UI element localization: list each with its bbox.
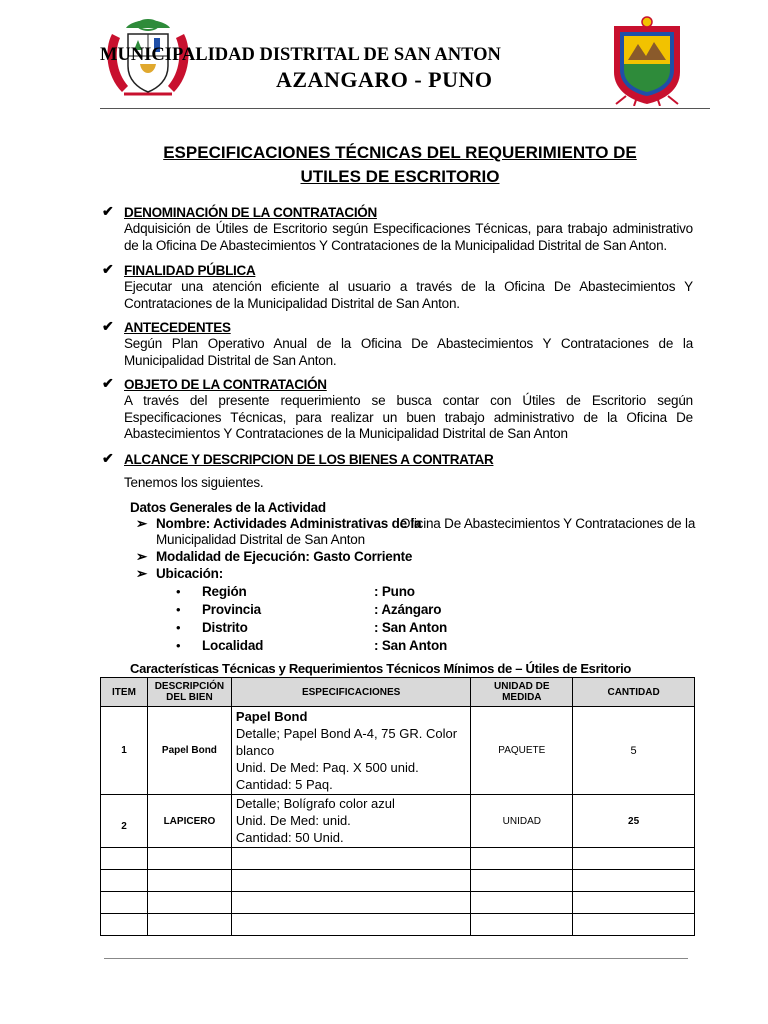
location-heading: AZANGARO - PUNO	[276, 67, 493, 92]
dot-bullet-icon: •	[176, 638, 181, 653]
specifications-table	[100, 677, 695, 936]
column-header-especificaciones: ESPECIFICACIONES	[231, 678, 470, 707]
nombre-label: Nombre: Actividades Administrativas de la	[156, 516, 422, 531]
cell-cantidad: 5	[573, 707, 695, 795]
section-text-denominacion: Adquisición de Útiles de Escritorio según Especificaciones Técnicas, para trabajo administrativo de la Oficina De Abastecimientos Y Contrataciones de la Municipalidad Distrital de San Anton.	[124, 221, 693, 253]
ubicacion-value-region: : Puno	[374, 584, 415, 599]
spec-line: Cantidad: 50 Unid.	[235, 830, 344, 845]
ubicacion-label-distrito: Distrito	[202, 620, 248, 635]
spec-line: Unid. De Med: unid.	[235, 813, 351, 828]
section-heading-alcance: ALCANCE Y DESCRIPCION DE LOS BIENES A CONTRATAR	[124, 452, 494, 467]
checkmark-icon: ✔	[102, 375, 114, 391]
dot-bullet-icon: •	[176, 602, 181, 617]
ubicacion-value-localidad: : San Anton	[374, 638, 448, 653]
column-header-unidad: UNIDAD DE MEDIDA	[471, 678, 573, 707]
table-header-row	[101, 678, 695, 707]
cell-especificaciones	[231, 795, 470, 848]
column-header-descripcion: DESCRIPCIÓN DEL BIEN	[147, 678, 231, 707]
spec-title: Papel Bond	[235, 709, 308, 724]
spec-line: Detalle; Bolígrafo color azul	[235, 796, 395, 811]
section-text-finalidad: Ejecutar una atención eficiente al usuario a través de la Oficina De Abastecimientos Y Contrataciones de la Municipalidad Distrital de San Anton.	[124, 279, 693, 311]
section-text-antecedentes: Según Plan Operativo Anual de la Oficina De Abastecimientos Y Contrataciones de la Municipalidad Distrital de San Anton.	[124, 336, 693, 368]
checkmark-icon: ✔	[102, 318, 114, 334]
cell-cantidad: 25	[573, 795, 695, 848]
checkmark-icon: ✔	[102, 203, 114, 219]
section-text-alcance: Tenemos los siguientes.	[124, 475, 264, 490]
ubicacion-value-distrito: : San Anton	[374, 620, 448, 635]
nombre-value-cont: Municipalidad Distrital de San Anton	[156, 532, 365, 547]
table-caption: Características Técnicas y Requerimientos Técnicos Mínimos de – Útiles de Esritorio	[130, 661, 632, 676]
arrow-bullet-icon: ➢	[136, 549, 148, 564]
arrow-bullet-icon: ➢	[136, 566, 148, 581]
dot-bullet-icon: •	[176, 620, 181, 635]
municipality-name: MUNICIPALIDAD DISTRITAL DE SAN ANTON	[100, 45, 501, 65]
datos-generales-heading: Datos Generales de la Actividad	[130, 500, 326, 515]
table-empty-row	[101, 848, 695, 870]
table-empty-row	[101, 892, 695, 914]
checkmark-icon: ✔	[102, 450, 114, 466]
cell-unidad: PAQUETE	[471, 707, 573, 795]
ubicacion-label: Ubicación:	[156, 566, 224, 581]
ubicacion-value-provincia: : Azángaro	[374, 602, 442, 617]
checkmark-icon: ✔	[102, 261, 114, 277]
cell-descripcion: LAPICERO	[147, 795, 231, 848]
header-divider	[100, 108, 710, 109]
azangaro-shield-emblem	[606, 14, 688, 106]
spec-line: Detalle; Papel Bond A-4, 75 GR. Color blanco	[235, 726, 458, 758]
table-row	[101, 795, 695, 848]
footer-divider	[104, 958, 688, 959]
document-title-line2: UTILES DE ESCRITORIO	[300, 167, 500, 186]
table-row	[101, 707, 695, 795]
section-heading-finalidad: FINALIDAD PÚBLICA	[124, 263, 256, 278]
cell-item: 1	[101, 707, 148, 795]
cell-especificaciones	[231, 707, 470, 795]
dot-bullet-icon: •	[176, 584, 181, 599]
table-empty-row	[101, 870, 695, 892]
cell-item: 2	[101, 795, 148, 848]
section-heading-denominacion: DENOMINACIÓN DE LA CONTRATACIÓN	[124, 205, 377, 220]
section-heading-antecedentes: ANTECEDENTES	[124, 320, 231, 335]
arrow-bullet-icon: ➢	[136, 516, 148, 531]
section-text-objeto: A través del presente requerimiento se busca contar con Útiles de Escritorio según Especificaciones Técnicas, para realizar un buen trabajo administrativo de la Oficina De Abastecimientos Y Contrataciones de la Municipalidad Distrital de San Anton	[124, 393, 693, 441]
ubicacion-label-localidad: Localidad	[202, 638, 264, 653]
document-title-line1: ESPECIFICACIONES TÉCNICAS DEL REQUERIMIENTO DE	[163, 143, 637, 162]
modalidad-label: Modalidad de Ejecución: Gasto Corriente	[156, 549, 413, 564]
ubicacion-label-region: Región	[202, 584, 247, 599]
column-header-cantidad: CANTIDAD	[573, 678, 695, 707]
spec-line: Unid. De Med: Paq. X 500 unid.	[235, 760, 419, 775]
ubicacion-label-provincia: Provincia	[202, 602, 261, 617]
cell-descripcion: Papel Bond	[147, 707, 231, 795]
cell-unidad: UNIDAD	[471, 795, 573, 848]
column-header-item: ITEM	[101, 678, 148, 707]
nombre-value: Oficina De Abastecimientos Y Contrataciones de la	[400, 516, 696, 531]
table-empty-row	[101, 914, 695, 936]
section-heading-objeto: OBJETO DE LA CONTRATACIÓN	[124, 377, 327, 392]
spec-line: Cantidad: 5 Paq.	[235, 777, 333, 792]
